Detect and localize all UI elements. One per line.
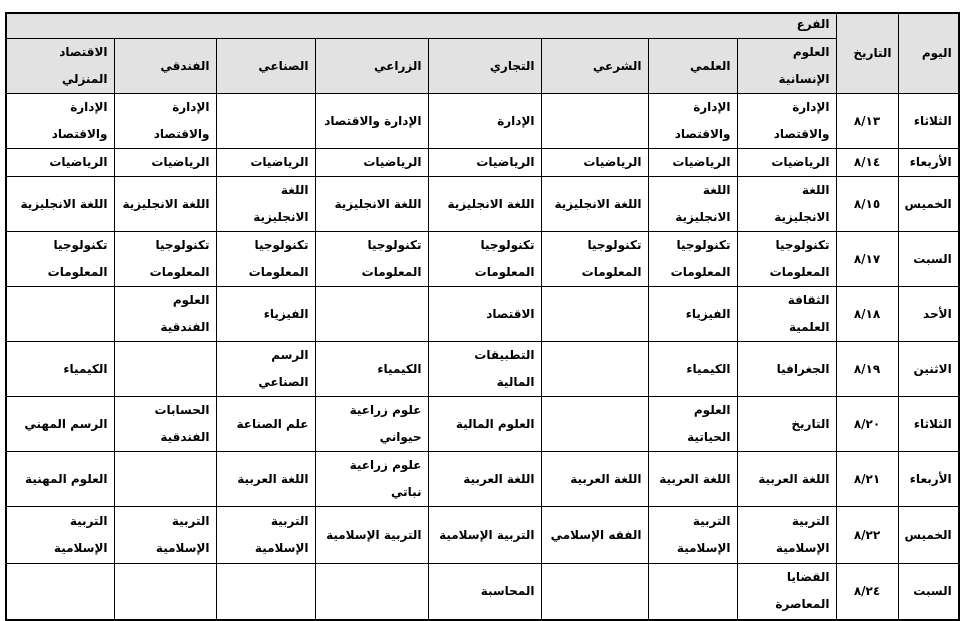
subject-cell: الفيزياء bbox=[648, 287, 737, 342]
branch-header: الفرع bbox=[6, 13, 836, 39]
subject-cell: التربية الإسلامية bbox=[648, 507, 737, 564]
subject-cell bbox=[114, 342, 216, 397]
subject-cell: الإدارة bbox=[428, 94, 541, 149]
table-row bbox=[6, 452, 959, 507]
subject-cell: اللغة الانجليزية bbox=[541, 177, 648, 232]
branch-column-header: الاقتصاد المنزلي bbox=[6, 39, 114, 94]
subject-cell bbox=[6, 287, 114, 342]
subject-cell: التربية الإسلامية bbox=[315, 507, 428, 564]
subject-cell: الرياضيات bbox=[315, 149, 428, 177]
subject-cell: الإدارة والاقتصاد bbox=[315, 94, 428, 149]
subject-cell: العلوم الحياتية bbox=[648, 397, 737, 452]
day-cell: الأربعاء bbox=[898, 452, 959, 507]
date-cell: ٨/٢٤ bbox=[836, 564, 898, 620]
day-cell: الثلاثاء bbox=[898, 397, 959, 452]
subject-cell: تكنولوجيا المعلومات bbox=[6, 232, 114, 287]
subject-cell bbox=[315, 287, 428, 342]
subject-cell bbox=[114, 564, 216, 620]
subject-cell: الاقتصاد bbox=[428, 287, 541, 342]
subject-cell bbox=[6, 564, 114, 620]
subject-cell: الرياضيات bbox=[114, 149, 216, 177]
subject-cell: الكيمياء bbox=[315, 342, 428, 397]
subject-cell: اللغة الانجليزية bbox=[216, 177, 315, 232]
branch-column-header: الفندقي bbox=[114, 39, 216, 94]
subject-cell: التربية الإسلامية bbox=[737, 507, 836, 564]
branch-column-header: العلوم الإنسانية bbox=[737, 39, 836, 94]
subject-cell: الإدارة والاقتصاد bbox=[648, 94, 737, 149]
table-row bbox=[6, 287, 959, 342]
table-row bbox=[6, 232, 959, 287]
subject-cell: الرياضيات bbox=[648, 149, 737, 177]
table-row bbox=[6, 342, 959, 397]
subject-cell: علوم زراعية حيواني bbox=[315, 397, 428, 452]
subject-cell: تكنولوجيا المعلومات bbox=[648, 232, 737, 287]
subject-cell: اللغة الانجليزية bbox=[6, 177, 114, 232]
subject-cell: الرياضيات bbox=[216, 149, 315, 177]
subject-cell: العلوم المهنية bbox=[6, 452, 114, 507]
subject-cell: الرسم الصناعي bbox=[216, 342, 315, 397]
subject-cell: تكنولوجيا المعلومات bbox=[428, 232, 541, 287]
subject-cell bbox=[114, 452, 216, 507]
subject-cell bbox=[216, 564, 315, 620]
subject-cell: الإدارة والاقتصاد bbox=[737, 94, 836, 149]
branch-column-header: العلمي bbox=[648, 39, 737, 94]
branch-column-header: الشرعي bbox=[541, 39, 648, 94]
subject-cell: اللغة العربية bbox=[216, 452, 315, 507]
day-header: اليوم bbox=[898, 13, 959, 94]
subject-cell: اللغة الانجليزية bbox=[114, 177, 216, 232]
subject-cell: القضايا المعاصرة bbox=[737, 564, 836, 620]
subject-cell bbox=[541, 94, 648, 149]
subject-cell: التاريخ bbox=[737, 397, 836, 452]
day-cell: السبت bbox=[898, 564, 959, 620]
subject-cell: الرياضيات bbox=[541, 149, 648, 177]
subject-cell: التطبيقات المالية bbox=[428, 342, 541, 397]
table-row bbox=[6, 177, 959, 232]
subject-cell bbox=[541, 287, 648, 342]
day-cell: الاثنين bbox=[898, 342, 959, 397]
subject-cell: اللغة الانجليزية bbox=[315, 177, 428, 232]
subject-cell: اللغة العربية bbox=[541, 452, 648, 507]
subject-cell: اللغة العربية bbox=[737, 452, 836, 507]
subject-cell: الإدارة والاقتصاد bbox=[114, 94, 216, 149]
date-header: التاريخ bbox=[836, 13, 898, 94]
day-cell: الثلاثاء bbox=[898, 94, 959, 149]
subject-cell bbox=[541, 397, 648, 452]
day-cell: السبت bbox=[898, 232, 959, 287]
subject-cell: الرياضيات bbox=[428, 149, 541, 177]
branch-column-header: الزراعي bbox=[315, 39, 428, 94]
date-cell: ٨/٢١ bbox=[836, 452, 898, 507]
subject-cell: التربية الإسلامية bbox=[6, 507, 114, 564]
subject-cell: تكنولوجيا المعلومات bbox=[541, 232, 648, 287]
subject-cell: الرياضيات bbox=[737, 149, 836, 177]
subject-cell: الثقافة العلمية bbox=[737, 287, 836, 342]
table-row bbox=[6, 507, 959, 564]
subject-cell: الكيمياء bbox=[6, 342, 114, 397]
table-row bbox=[6, 149, 959, 177]
subject-cell: اللغة الانجليزية bbox=[737, 177, 836, 232]
subject-cell: المحاسبة bbox=[428, 564, 541, 620]
subject-cell: تكنولوجيا المعلومات bbox=[737, 232, 836, 287]
day-cell: الأربعاء bbox=[898, 149, 959, 177]
subject-cell bbox=[541, 342, 648, 397]
subject-cell: الرسم المهني bbox=[6, 397, 114, 452]
date-cell: ٨/١٣ bbox=[836, 94, 898, 149]
date-cell: ٨/٢٠ bbox=[836, 397, 898, 452]
subject-cell: التربية الإسلامية bbox=[216, 507, 315, 564]
date-cell: ٨/١٨ bbox=[836, 287, 898, 342]
subject-cell: تكنولوجيا المعلومات bbox=[216, 232, 315, 287]
subject-cell: الجغرافيا bbox=[737, 342, 836, 397]
table-row bbox=[6, 564, 959, 620]
day-cell: الخميس bbox=[898, 507, 959, 564]
table-row bbox=[6, 94, 959, 149]
day-cell: الأحد bbox=[898, 287, 959, 342]
date-cell: ٨/١٩ bbox=[836, 342, 898, 397]
subject-cell bbox=[216, 94, 315, 149]
date-cell: ٨/٢٢ bbox=[836, 507, 898, 564]
subject-cell: الرياضيات bbox=[6, 149, 114, 177]
exam-schedule-table bbox=[5, 12, 960, 621]
subject-cell: تكنولوجيا المعلومات bbox=[114, 232, 216, 287]
date-cell: ٨/١٧ bbox=[836, 232, 898, 287]
subject-cell: الفقه الإسلامي bbox=[541, 507, 648, 564]
subject-cell: اللغة الانجليزية bbox=[648, 177, 737, 232]
subject-cell: اللغة العربية bbox=[428, 452, 541, 507]
date-cell: ٨/١٥ bbox=[836, 177, 898, 232]
subject-cell: علوم زراعية نباتي bbox=[315, 452, 428, 507]
subject-cell: التربية الإسلامية bbox=[114, 507, 216, 564]
subject-cell: اللغة الانجليزية bbox=[428, 177, 541, 232]
subject-cell: تكنولوجيا المعلومات bbox=[315, 232, 428, 287]
subject-cell bbox=[541, 564, 648, 620]
subject-cell: التربية الإسلامية bbox=[428, 507, 541, 564]
subject-cell: اللغة العربية bbox=[648, 452, 737, 507]
subject-cell: الحسابات الفندقية bbox=[114, 397, 216, 452]
day-cell: الخميس bbox=[898, 177, 959, 232]
table-row bbox=[6, 397, 959, 452]
date-cell: ٨/١٤ bbox=[836, 149, 898, 177]
subject-cell: علم الصناعة bbox=[216, 397, 315, 452]
subject-cell: الإدارة والاقتصاد bbox=[6, 94, 114, 149]
subject-cell: العلوم الفندقية bbox=[114, 287, 216, 342]
subject-cell bbox=[315, 564, 428, 620]
subject-cell: الكيمياء bbox=[648, 342, 737, 397]
branch-column-header: الصناعي bbox=[216, 39, 315, 94]
subject-cell: العلوم المالية bbox=[428, 397, 541, 452]
subject-cell bbox=[648, 564, 737, 620]
subject-cell: الفيزياء bbox=[216, 287, 315, 342]
branch-column-header: التجاري bbox=[428, 39, 541, 94]
